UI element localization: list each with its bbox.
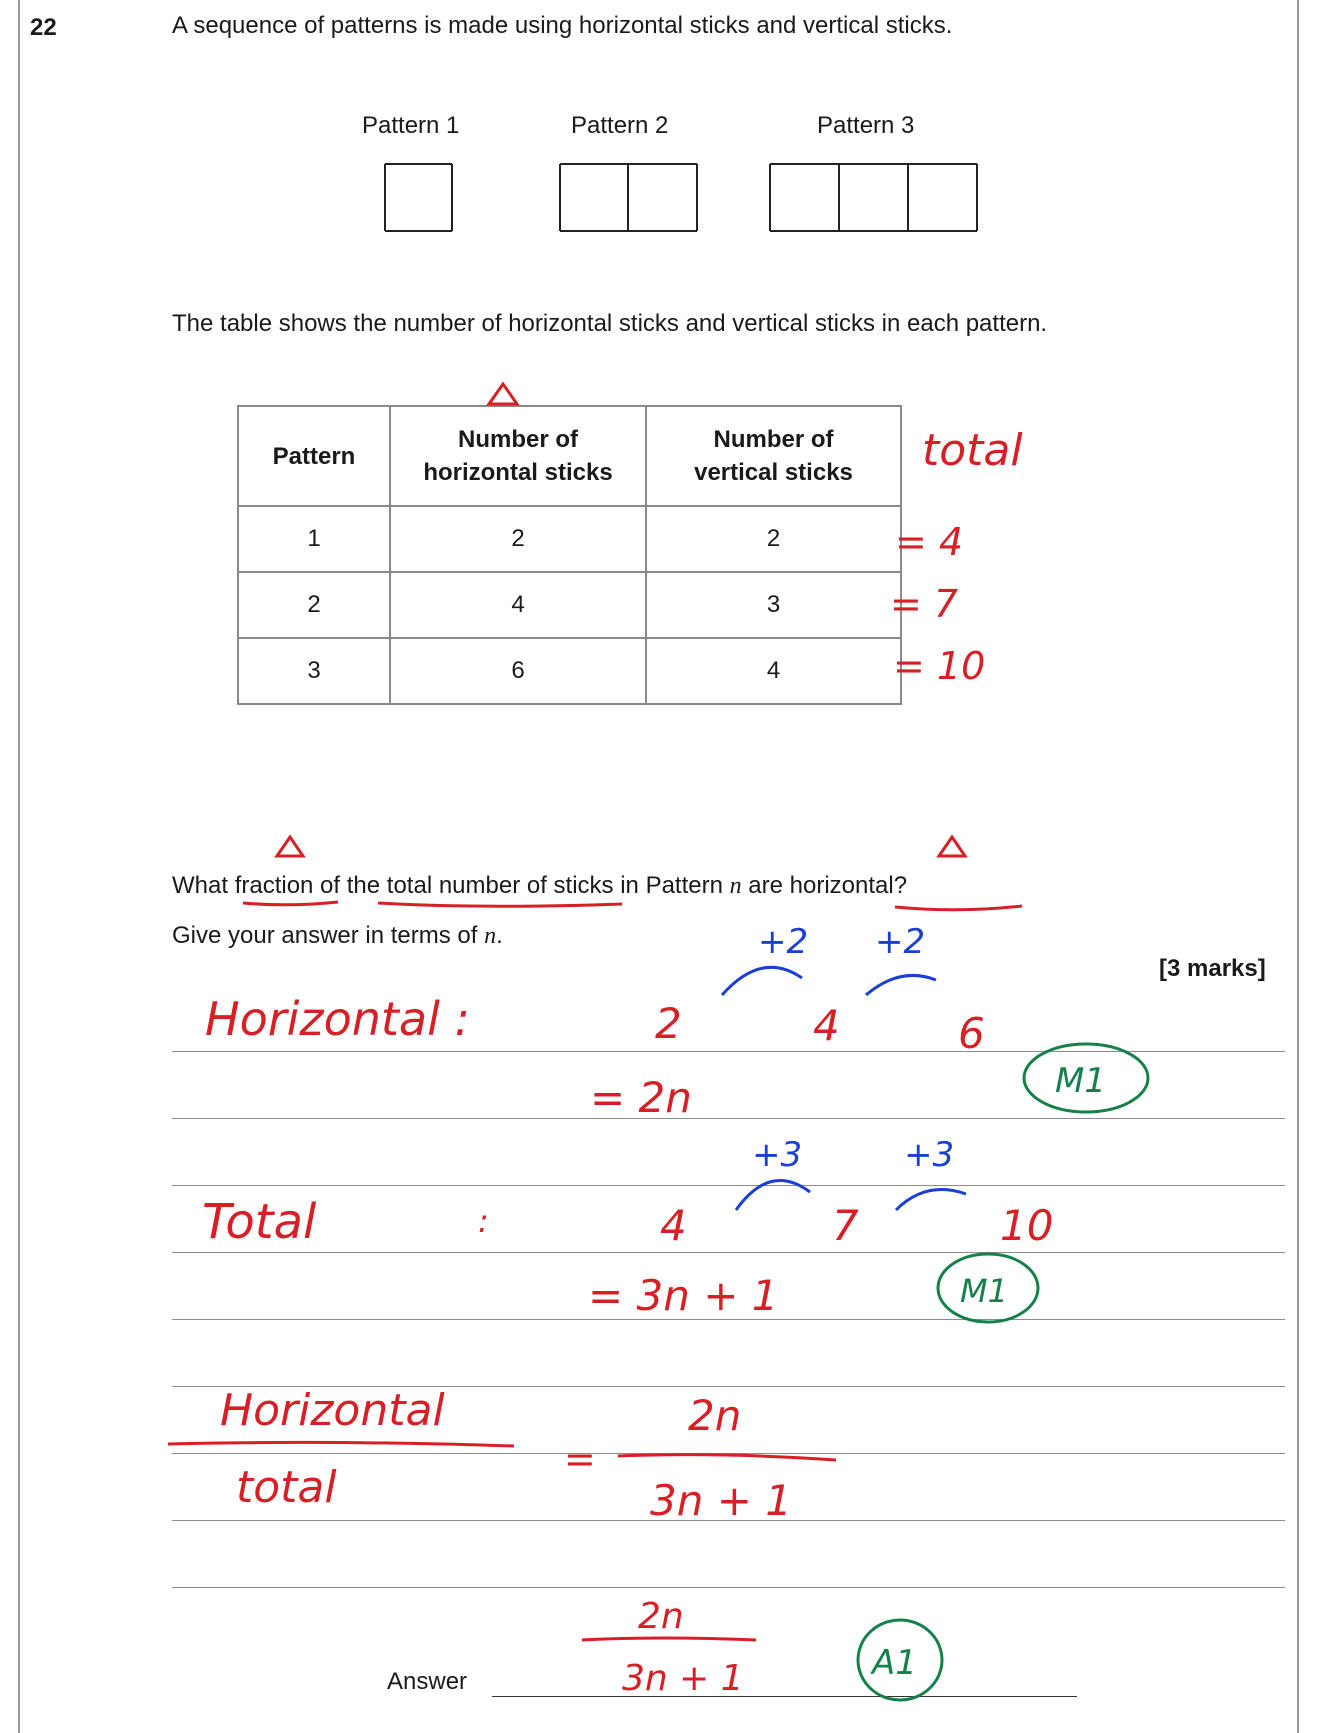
hw-answer-denominator: 3n + 1: [622, 1658, 744, 1699]
hw-fraction-bar: [168, 1442, 514, 1446]
hw-arrow: [896, 1190, 966, 1210]
prompt-text: are: [741, 872, 790, 899]
hw-seq-t-3: 10: [1000, 1201, 1054, 1250]
cell-pattern: 1: [238, 506, 390, 572]
header-horizontal-line2: horizontal sticks: [423, 459, 613, 486]
underline-horizontal: [895, 906, 1022, 910]
prompt-horizontal: horizontal: [789, 872, 894, 899]
hw-arrow: [866, 975, 936, 995]
header-vertical-line2: vertical sticks: [694, 459, 853, 486]
header-vertical-line1: Number of: [713, 426, 834, 453]
cell-horizontal: 6: [390, 638, 646, 704]
instruction-text: .: [496, 922, 503, 949]
question-intro: A sequence of patterns is made using horizontal sticks and vertical sticks.: [172, 12, 953, 39]
pattern-1-label: Pattern 1: [362, 112, 460, 139]
pattern-2-label: Pattern 2: [571, 112, 669, 139]
header-horizontal-line1: Number of: [458, 426, 578, 453]
hw-diff-plus2-b: +2: [875, 922, 926, 962]
prompt-variable-n: n: [729, 873, 742, 899]
question-number: 22: [30, 14, 57, 41]
hw-a1: A1: [872, 1643, 917, 1683]
hw-horizontal-label: Horizontal :: [205, 992, 470, 1046]
hw-horizontal-rule: = 2n: [590, 1073, 692, 1122]
prompt-total-number: the total number of sticks: [346, 872, 614, 899]
hw-seq-h-1: 2: [655, 999, 682, 1048]
cell-vertical: 4: [646, 638, 901, 704]
prompt-text: ?: [893, 872, 908, 899]
prompt-text: in Pattern: [613, 872, 730, 899]
hw-fraction-num-label: Horizontal: [220, 1385, 445, 1436]
hw-m1-second: M1: [960, 1272, 1008, 1310]
cell-pattern: 3: [238, 638, 390, 704]
hw-total-colon: :: [478, 1202, 489, 1240]
cell-horizontal: 4: [390, 572, 646, 638]
hw-fraction-den-label: total: [236, 1462, 337, 1513]
marks-label: [3 marks]: [1159, 955, 1266, 982]
pattern-3-label: Pattern 3: [817, 112, 915, 139]
hw-total-rule: = 3n + 1: [588, 1271, 779, 1320]
table-intro: The table shows the number of horizontal sticks and vertical sticks in each pattern.: [172, 310, 1048, 337]
hw-total-2: = 7: [890, 582, 959, 626]
hw-diff-plus3-a: +3: [752, 1135, 803, 1175]
prompt-fraction: fraction: [234, 872, 314, 899]
hw-arrow: [736, 1180, 810, 1210]
hw-seq-t-2: 7: [832, 1201, 859, 1250]
cell-vertical: 3: [646, 572, 901, 638]
hw-arrow: [722, 967, 802, 995]
triangle-mark: [489, 384, 517, 404]
prompt-text: of: [313, 872, 347, 899]
hw-answer-numerator: 2n: [638, 1596, 684, 1637]
instruction-variable-n: n: [484, 923, 497, 949]
cell-pattern: 2: [238, 572, 390, 638]
cell-vertical: 2: [646, 506, 901, 572]
hw-fraction-bar: [618, 1455, 836, 1460]
hw-answer-bar: [582, 1638, 756, 1640]
instruction-text: Give your answer in terms of: [172, 922, 485, 949]
underline-fraction: [243, 902, 338, 905]
triangle-mark: [939, 837, 965, 856]
hw-total-header: total: [922, 425, 1023, 476]
hw-diff-plus2-a: +2: [758, 922, 809, 962]
hw-fraction-numerator: 2n: [688, 1391, 742, 1440]
hw-seq-h-2: 4: [813, 1001, 840, 1050]
cell-horizontal: 2: [390, 506, 646, 572]
hw-total-label: Total: [202, 1194, 317, 1250]
hw-total-1: = 4: [895, 520, 964, 564]
hw-total-3: = 10: [893, 644, 986, 688]
answer-label: Answer: [387, 1668, 468, 1695]
hw-fraction-denominator: 3n + 1: [650, 1476, 792, 1525]
header-pattern: Pattern: [238, 406, 390, 506]
hw-m1-first: M1: [1055, 1061, 1106, 1101]
hw-diff-plus3-b: +3: [904, 1135, 955, 1175]
prompt-text: What: [172, 872, 235, 899]
underline-total-number: [378, 903, 622, 906]
triangle-mark: [277, 837, 303, 856]
hw-fraction-equals: =: [564, 1437, 596, 1481]
hw-seq-h-3: 6: [958, 1009, 985, 1058]
hw-seq-t-1: 4: [660, 1201, 687, 1250]
